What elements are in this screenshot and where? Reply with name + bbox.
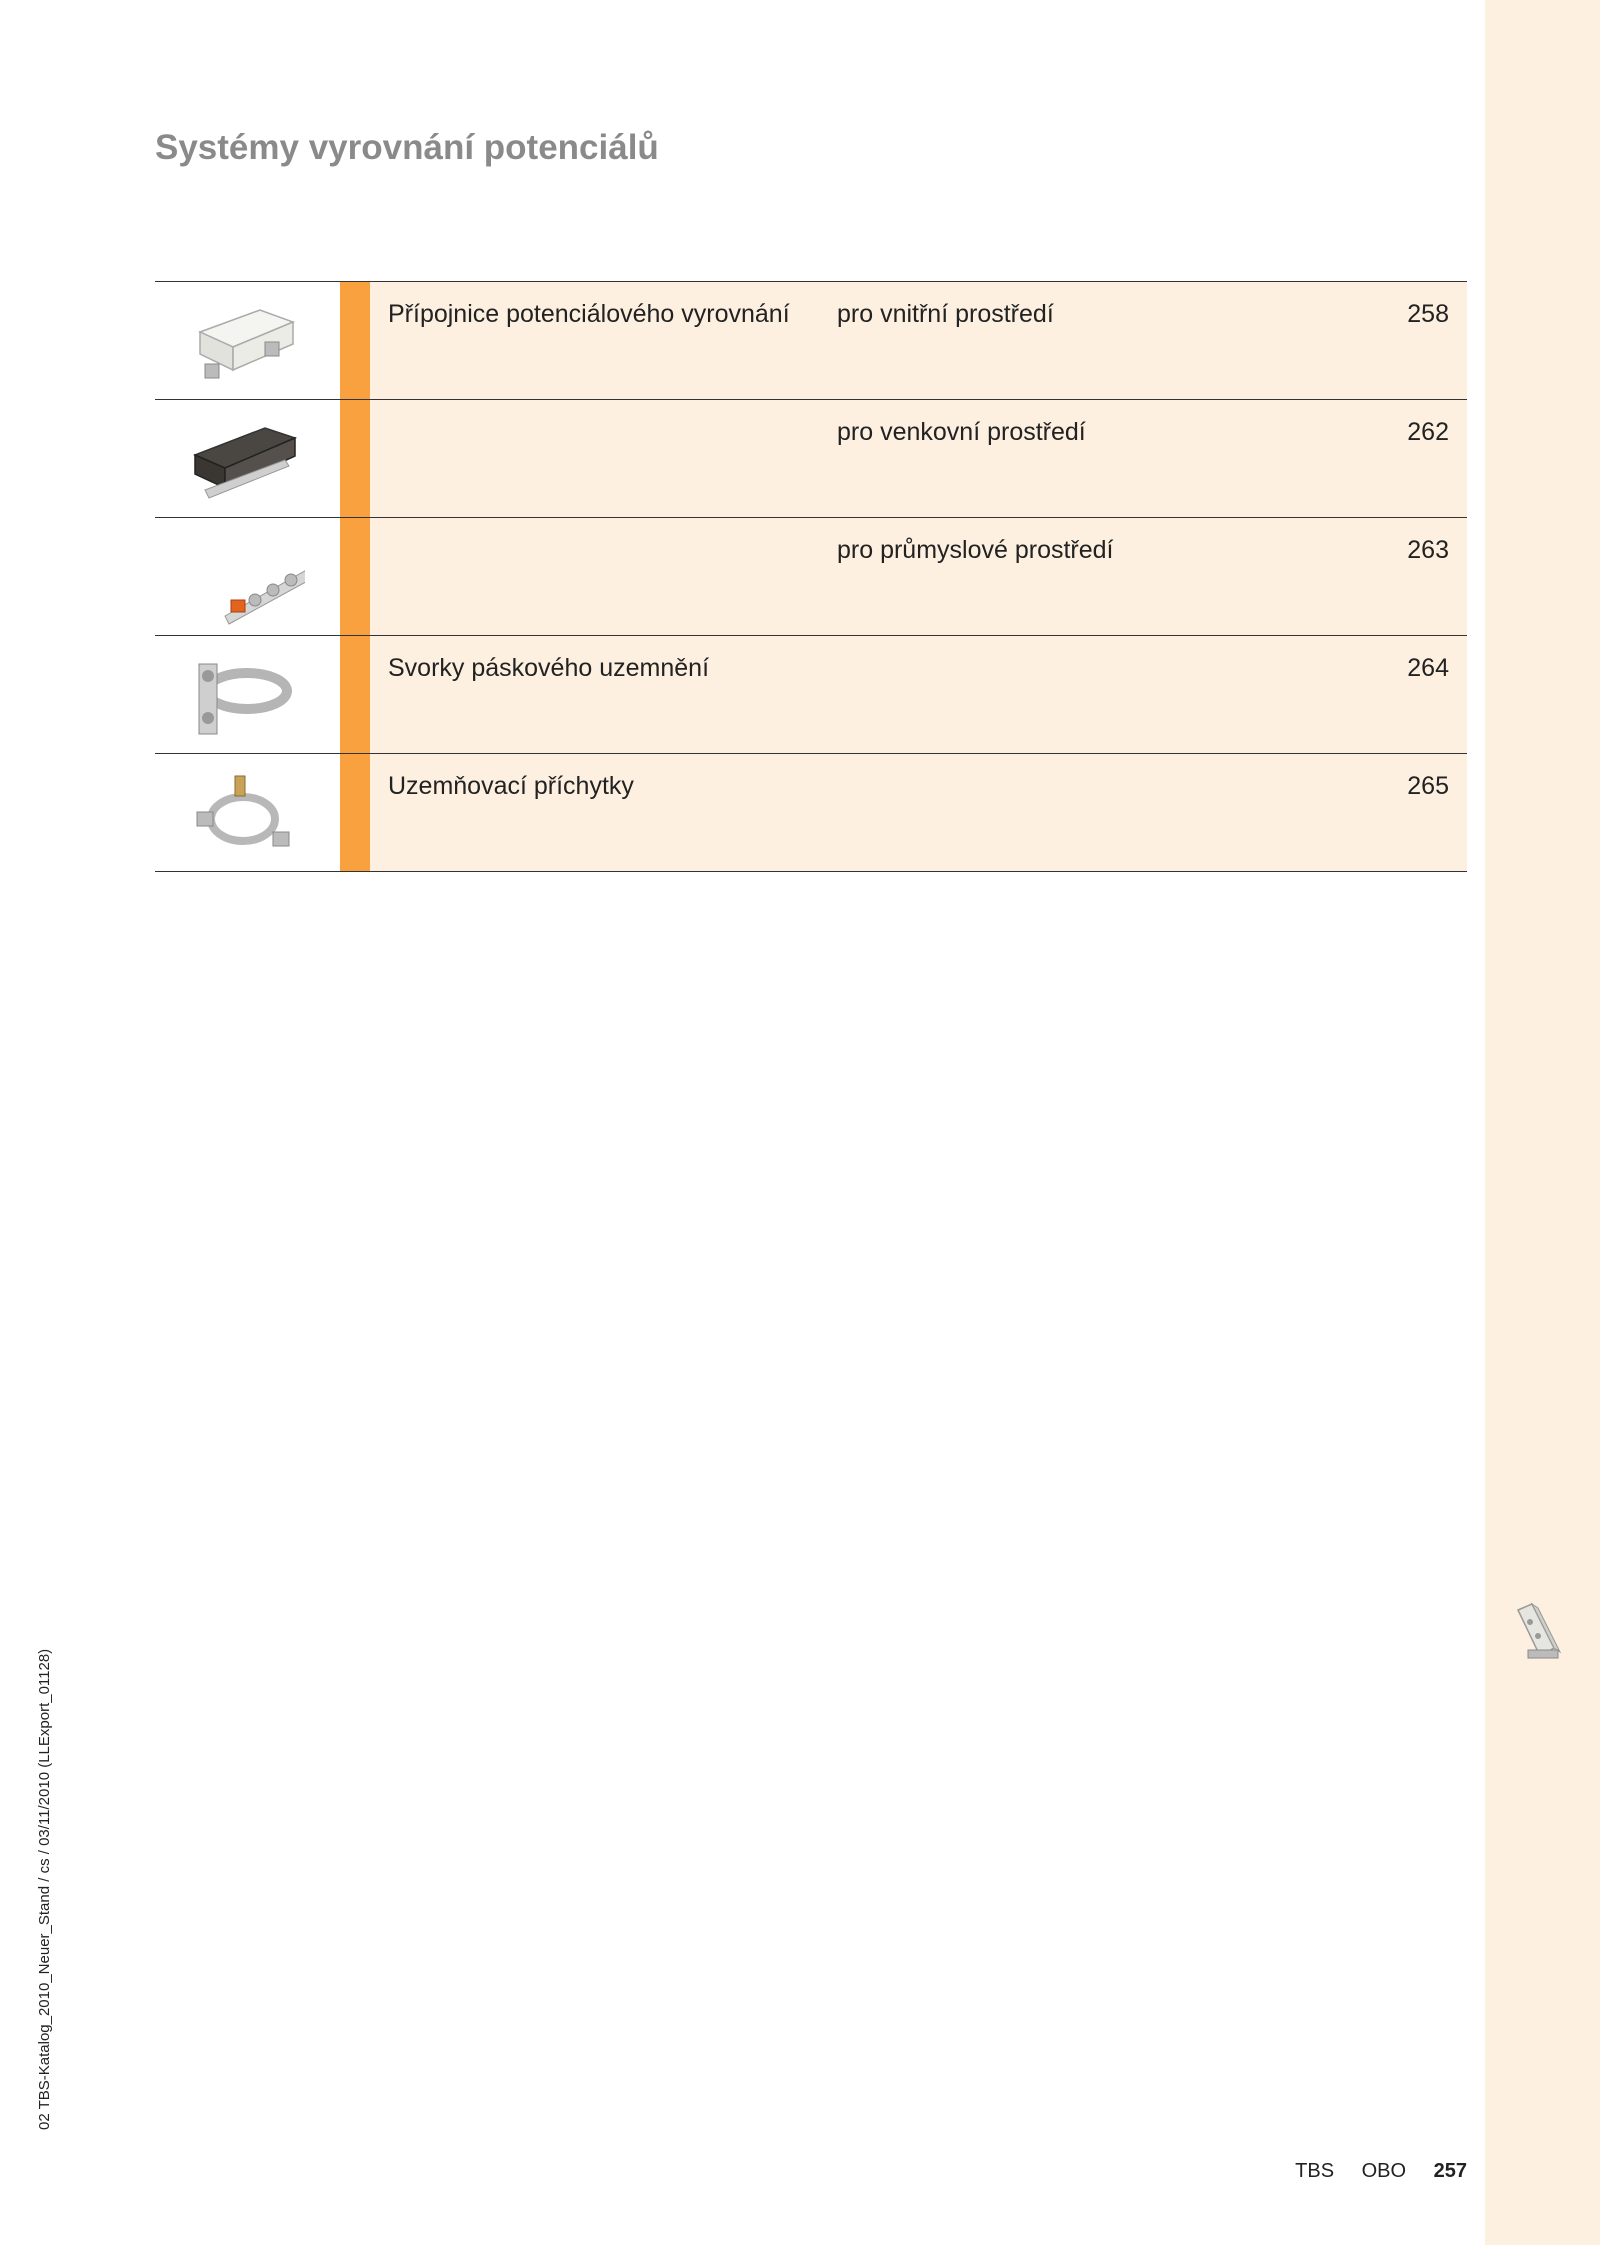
table-row[interactable] (155, 400, 1467, 518)
accent-bar (340, 282, 370, 399)
page-number[interactable]: 264 (1407, 654, 1449, 682)
earthing-pipe-clamp-icon (185, 764, 305, 864)
footer-brand-tbs: TBS (1295, 2160, 1335, 2182)
table-row[interactable] (155, 282, 1467, 400)
subcategory-label[interactable]: pro venkovní prostředí (837, 418, 1086, 446)
category-label[interactable]: Uzemňovací příchytky (388, 772, 634, 800)
sidebar-band (1485, 0, 1600, 2245)
thumbnail (155, 400, 340, 517)
table-row[interactable] (155, 518, 1467, 636)
table-row[interactable] (155, 636, 1467, 754)
thumbnail (155, 754, 340, 871)
accent-bar (340, 518, 370, 635)
category-label[interactable]: Svorky páskového uzemnění (388, 654, 710, 682)
page-number[interactable]: 262 (1407, 418, 1449, 446)
table-row[interactable] (155, 754, 1467, 872)
subcategory-label[interactable]: pro průmyslové prostředí (837, 536, 1114, 564)
page-footer (1273, 2160, 1467, 2183)
thumbnail (155, 518, 340, 635)
page-number[interactable]: 263 (1407, 536, 1449, 564)
equipotential-busbar-industrial-icon (185, 528, 305, 628)
thumbnail (155, 636, 340, 753)
thumbnail (155, 282, 340, 399)
accent-bar (340, 400, 370, 517)
footer-brand-obo: OBO (1361, 2160, 1407, 2182)
equipotential-busbar-indoor-icon (185, 292, 305, 392)
accent-bar (340, 754, 370, 871)
footer-page-number: 257 (1433, 2160, 1467, 2182)
earthing-strap-clamp-icon (185, 646, 305, 746)
page-number[interactable]: 265 (1407, 772, 1449, 800)
busbar-side-tab-icon (1510, 1600, 1570, 1665)
catalog-source-text: 02 TBS-Katalog_2010_Neuer_Stand / cs / 03/11/2010 (LLExport_01128) (36, 1648, 53, 2130)
subcategory-label[interactable]: pro vnitřní prostředí (837, 300, 1054, 328)
page-number[interactable]: 258 (1407, 300, 1449, 328)
category-label[interactable]: Přípojnice potenciálového vyrovnání (388, 300, 790, 328)
contents-table (155, 281, 1467, 872)
accent-bar (340, 636, 370, 753)
page-title: Systémy vyrovnání potenciálů (155, 128, 659, 167)
equipotential-busbar-outdoor-icon (185, 410, 305, 510)
